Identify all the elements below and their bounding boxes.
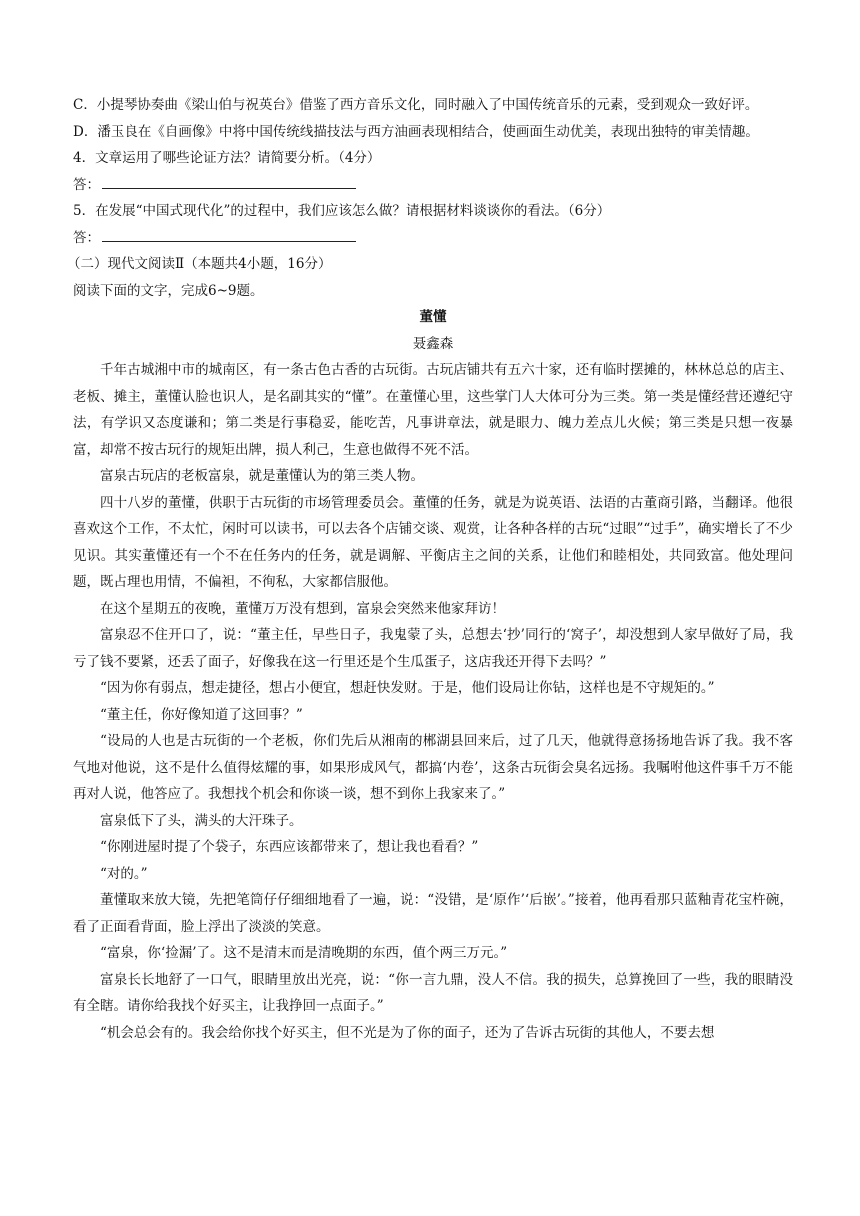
story-paragraph: 四十八岁的董懂，供职于古玩街的市场管理委员会。董懂的任务，就是为说英语、法语的古董商引路，当翻译。他很喜欢这个工作，不太忙，闲时可以读书，可以去各个店铺交谈、观赏，让各种各样的古玩“过眼”“过手”，确实增长了不少见识。其实董懂还有一个不在任务内的任务，就是调解、平衡店主之间的关系，让他们和睦相处，共同致富。他处理问题，既占理也用情，不偏袒，不徇私，大家都信服他。 bbox=[73, 494, 793, 590]
story-paragraph: “机会总会有的。我会给你找个好买主，但不光是为了你的面子，还为了告诉古玩街的其他人，不要去想 bbox=[100, 1024, 715, 1041]
answer-row-4 bbox=[73, 172, 793, 199]
story-paragraph: 富泉长长地舒了一口气，眼睛里放出光亮，说：“你一言九鼎，没人不信。我的损失，总算挽回了一些，我的眼睛没有全瞎。请你给我找个好买主，让我挣回一点面子。” bbox=[73, 971, 793, 1014]
answer-blank-5[interactable] bbox=[102, 226, 356, 242]
story-paragraph: 在这个星期五的夜晚，董懂万万没有想到，富泉会突然来他家拜访！ bbox=[100, 600, 505, 617]
story-paragraph: 千年古城湘中市的城南区，有一条古色古香的古玩街。古玩店铺共有五六十家，还有临时摆摊的，林林总总的店主、老板、摊主，董懂认脸也识人，是名副其实的“懂”。在董懂心里，这些掌门人大体可分为三类。第一类是懂经营还遵纪守法，有学识又态度谦和；第二类是行事稳妥，能吃苦，凡事讲章法，就是眼力、魄力差点儿火候；第三类是只想一夜暴富，却常不按古玩行的规矩出牌，损人利己，生意也做得不死不活。 bbox=[73, 362, 793, 458]
option-c: C．小提琴协奏曲《梁山伯与祝英台》借鉴了西方音乐文化，同时融入了中国传统音乐的元素，受到观众一致好评。 bbox=[73, 97, 759, 113]
story-paragraph: “设局的人也是古玩街的一个老板，你们先后从湘南的郴湖县回来后，过了几天，他就得意扬扬地告诉了我。我不客气地对他说，这不是什么值得炫耀的事，如果形成风气，都搞‘内卷’，这条古玩街会臭名远扬。我嘱咐他这件事千万不能再对人说，他答应了。我想找个机会和你谈一谈，想不到你上我家来了。” bbox=[73, 733, 793, 802]
document-page bbox=[67, 92, 793, 1046]
story-body bbox=[73, 357, 793, 1046]
question-4: 4．文章运用了哪些论证方法？请简要分析。（4分） bbox=[73, 150, 381, 166]
option-d: D．潘玉良在《自画像》中将中国传统线描技法与西方油画表现相结合，使画面生动优美，表现出独特的审美情趣。 bbox=[73, 123, 759, 140]
story-paragraph: “对的。” bbox=[100, 865, 148, 882]
story-paragraph: “富泉，你‘捡漏’了。这不是清末而是清晚期的东西，值个两三万元。” bbox=[100, 945, 508, 961]
story-paragraph: 董懂取来放大镜，先把笔筒仔仔细细地看了一遍，说：“没错，是‘原作’‘后嵌’。”接着，他再看那只蓝釉青花宝杵碗，看了正面看背面，脸上浮出了淡淡的笑意。 bbox=[73, 892, 793, 935]
question-5: 5．在发展“中国式现代化”的过程中，我们应该怎么做？请根据材料谈谈你的看法。（6分） bbox=[73, 203, 611, 219]
story-paragraph: 富泉古玩店的老板富泉，就是董懂认为的第三类人物。 bbox=[100, 468, 424, 484]
story-paragraph: 富泉忍不住开口了，说：“董主任，早些日子，我鬼蒙了头，总想去‘抄’同行的‘窝子’，却没想到人家早做好了局，我亏了钱不要紧，还丢了面子，好像我在这一行里还是个生瓜蛋子，这店我还开得下去吗？” bbox=[73, 627, 793, 670]
answer-row-5 bbox=[73, 225, 793, 252]
answer-label: 答： bbox=[73, 229, 100, 246]
story-paragraph: “因为你有弱点，想走捷径，想占小便宜，想赶快发财。于是，他们设局让你钻，这样也是不守规矩的。” bbox=[100, 680, 715, 696]
story-paragraph: “你刚进屋时提了个袋子，东西应该都带来了，想让我也看看？” bbox=[100, 839, 479, 855]
story-author: 聂鑫森 bbox=[412, 335, 454, 352]
answer-blank-4[interactable] bbox=[102, 173, 356, 189]
story-paragraph: 富泉低下了头，满头的大汗珠子。 bbox=[100, 812, 303, 829]
story-title: 董懂 bbox=[419, 309, 447, 325]
answer-label: 答： bbox=[73, 176, 100, 193]
story-paragraph: “董主任，你好像知道了这回事？” bbox=[100, 706, 303, 723]
section-instruction: 阅读下面的文字，完成6~9题。 bbox=[73, 282, 264, 299]
section-heading: （二）现代文阅读Ⅱ（本题共4小题，16分） bbox=[67, 256, 332, 272]
